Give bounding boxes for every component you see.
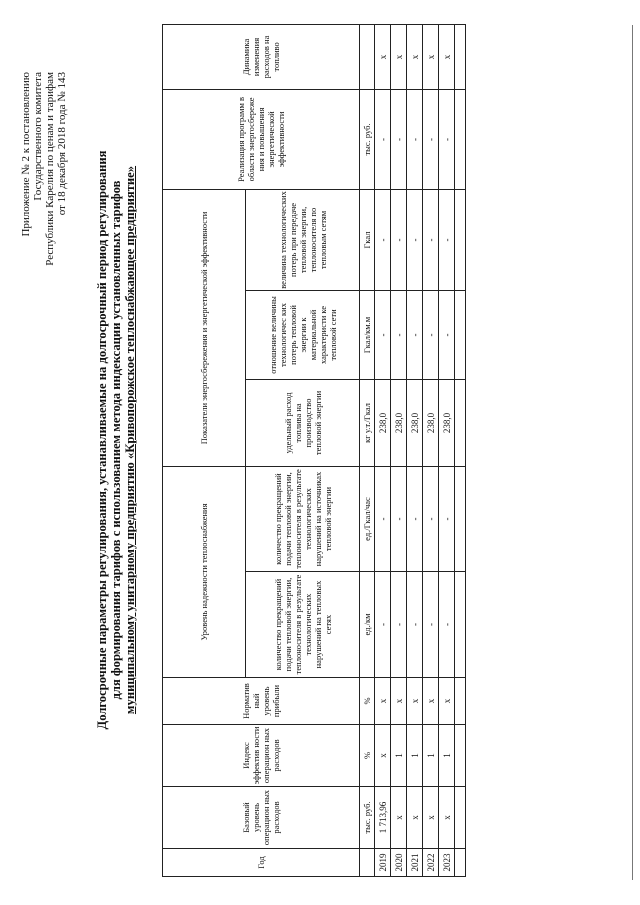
- table-cell: 1: [439, 725, 455, 787]
- table-row: [391, 24, 407, 876]
- table-cell: -: [439, 572, 455, 678]
- table-cell: х: [423, 24, 439, 89]
- empty-cell: [455, 849, 466, 877]
- table-cell: -: [375, 89, 391, 189]
- table-cell: 238,0: [391, 379, 407, 466]
- header-energy-saving-group: Показатели энергосбережения и энергетической эффективности: [163, 189, 246, 466]
- unit-cell: [360, 24, 375, 89]
- table-cell: х: [439, 787, 455, 849]
- unit-cell: %: [360, 678, 375, 725]
- unit-cell: тыс. руб.: [360, 787, 375, 849]
- unit-cell: %: [360, 725, 375, 787]
- empty-cell: [455, 89, 466, 189]
- table-cell: х: [391, 24, 407, 89]
- table-cell: -: [391, 189, 407, 290]
- unit-cell: [360, 849, 375, 877]
- empty-cell: [455, 725, 466, 787]
- title-line: муниципальному унитарному предприятию «Кривопорожское теплоснабжающее предприятие»: [123, 165, 137, 715]
- table-cell: -: [391, 89, 407, 189]
- table-cell: -: [423, 466, 439, 571]
- header-loss-value: величина технологических потерь при передаче тепловой энергии, теплоносителя по тепловым сетям: [246, 189, 360, 290]
- table-row: [375, 24, 391, 876]
- table-cell: -: [407, 189, 423, 290]
- unit-cell: тыс. руб.: [360, 89, 375, 189]
- parameters-table: [162, 24, 466, 877]
- empty-cell: [455, 290, 466, 379]
- table-cell: 1 713,96: [375, 787, 391, 849]
- table-cell: -: [407, 89, 423, 189]
- header-profit-level: Норматив ный уровень прибыли: [163, 678, 360, 725]
- unit-cell: ед./км: [360, 572, 375, 678]
- table-cell: -: [375, 572, 391, 678]
- appendix-line: от 18 декабря 2018 года № 143: [56, 72, 68, 216]
- blank-row: [455, 24, 466, 876]
- appendix-note: [20, 72, 68, 372]
- table-cell: -: [375, 290, 391, 379]
- header-loss-ratio: отношение величины технологичес ких потерь тепловой энергии к материальной характеристи ке тепловой сети: [246, 290, 360, 379]
- table-cell: -: [391, 290, 407, 379]
- table-cell: -: [439, 290, 455, 379]
- table-cell: -: [423, 572, 439, 678]
- table-cell: -: [423, 290, 439, 379]
- table-cell: -: [423, 189, 439, 290]
- empty-cell: [455, 379, 466, 466]
- appendix-line: Государственного комитета: [32, 72, 44, 201]
- page-edge-line: [632, 25, 633, 880]
- unit-cell: ед./Гкал/час: [360, 466, 375, 571]
- empty-cell: [455, 466, 466, 571]
- year-cell: 2020: [391, 849, 407, 877]
- table-cell: х: [391, 787, 407, 849]
- table-cell: х: [407, 678, 423, 725]
- empty-cell: [455, 787, 466, 849]
- appendix-line: Приложение № 2 к постановлению: [20, 72, 32, 237]
- table-cell: 238,0: [439, 379, 455, 466]
- empty-cell: [455, 678, 466, 725]
- header-energy-programs: Реализация программ в области энергосбереже ния и повышения энергетической эффективности: [163, 89, 360, 189]
- table-cell: х: [375, 678, 391, 725]
- header-specific-fuel: удельный расход топлива на производство тепловой энергии: [246, 379, 360, 466]
- header-interruptions-source: количество прекращений подачи тепловой энергии, теплоносителя в результате технологических нарушений на источниках тепловой энергии: [246, 466, 360, 571]
- header-row-top: [163, 24, 246, 876]
- table-cell: 1: [391, 725, 407, 787]
- table-row: [423, 24, 439, 876]
- year-cell: 2019: [375, 849, 391, 877]
- header-reliability-group: Уровень надежности теплоснабжения: [163, 466, 246, 677]
- table-cell: -: [439, 466, 455, 571]
- table-cell: -: [391, 466, 407, 571]
- table-cell: -: [407, 466, 423, 571]
- header-year: Год: [163, 849, 360, 877]
- table-cell: -: [391, 572, 407, 678]
- title-line: Долгосрочные параметры регулирования, устанавливаемые на долгосрочный период регулирования: [95, 150, 109, 730]
- table-cell: х: [407, 24, 423, 89]
- table-cell: х: [423, 678, 439, 725]
- header-efficiency-index: Индекс эффектив ности операцион ных расходов: [163, 725, 360, 787]
- title-line: для формирования тарифов с использованием метода индексации установленных тарифов: [109, 180, 123, 700]
- table-cell: х: [439, 24, 455, 89]
- table-row: [439, 24, 455, 876]
- table-cell: х: [375, 725, 391, 787]
- table-cell: 1: [407, 725, 423, 787]
- table-cell: -: [423, 89, 439, 189]
- header-base-opex: Базовый уровень операцион ных расходов: [163, 787, 360, 849]
- table-cell: -: [375, 189, 391, 290]
- year-cell: 2021: [407, 849, 423, 877]
- table-cell: -: [407, 572, 423, 678]
- empty-cell: [455, 189, 466, 290]
- unit-cell: кг у.т./Гкал: [360, 379, 375, 466]
- units-row: [360, 24, 375, 876]
- table-cell: х: [423, 787, 439, 849]
- table-cell: -: [439, 189, 455, 290]
- table-cell: х: [439, 678, 455, 725]
- unit-cell: Гкал: [360, 189, 375, 290]
- table-cell: х: [391, 678, 407, 725]
- table-cell: -: [407, 290, 423, 379]
- header-interruptions-network: количество прекращений подачи тепловой энергии, теплоносителя в результате технологических нарушений на тепловых сетях: [246, 572, 360, 678]
- table-row: [407, 24, 423, 876]
- document-title: [95, 120, 137, 760]
- unit-cell: Гкал/км.м: [360, 290, 375, 379]
- year-cell: 2022: [423, 849, 439, 877]
- table-cell: 238,0: [407, 379, 423, 466]
- table-cell: -: [439, 89, 455, 189]
- year-cell: 2023: [439, 849, 455, 877]
- empty-cell: [455, 572, 466, 678]
- table-cell: х: [407, 787, 423, 849]
- table-cell: 1: [423, 725, 439, 787]
- table-cell: 238,0: [423, 379, 439, 466]
- header-fuel-cost-dynamics: Динамика изменения расходов на топливо: [163, 24, 360, 89]
- appendix-line: Республики Карелия по ценам и тарифам: [44, 72, 56, 266]
- table-cell: 238,0: [375, 379, 391, 466]
- empty-cell: [455, 24, 466, 89]
- table-cell: х: [375, 24, 391, 89]
- table-cell: -: [375, 466, 391, 571]
